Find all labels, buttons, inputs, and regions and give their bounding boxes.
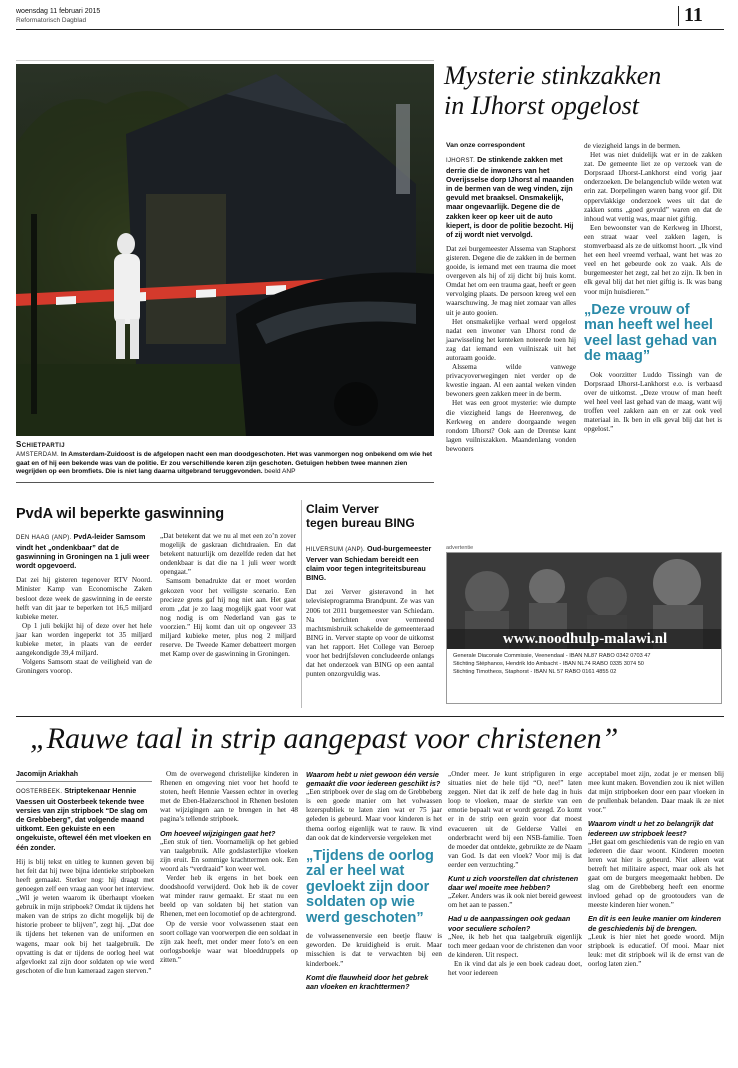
mystery-paragraph: Het was niet duidelijk wat er in de zakken zat. De gemeente liet ze op verzoek van de Dorpsraad IJhorst-Lankhorst eind vorig jaar onderzoeken. De belangenclub wilde weten wat erin zat. Dorpelingen waren bang voor gif. Dit oppervlakkige onderzoek wees uit dat de zakken soms „goed gevuld” waren en dat de inhoud wat vettig was, maar niet giftig. (584, 151, 722, 223)
masthead-rule-thin (16, 60, 434, 61)
mystery-column-2 (584, 142, 722, 434)
strip-question: Had u de aanpassingen ook gedaan voor seculiere scholen? (448, 914, 571, 933)
bing-paragraph: Dat zei Verver gisteravond in het televisieprogramma Brandpunt. Ze was van 2006 tot 2011 burgemeester van Schiedam. Na berichten over vermeend machtsmisbruik schakelde de gemeenteraad BING in. Verver stapte op voor de uitkomst van het rapport. Het College van Beroep voor het bedrijfsleven concludeerde onlangs dat het onderzoek van BING op een aantal punten onzorgvuldig was. (306, 588, 434, 679)
strip-question: Komt die flauwheid door het gebrek aan vloeken en krachttermen? (306, 972, 429, 991)
strip-paragraph: „Het gaat om geschiedenis van de regio en van iedereen die daar woont. Kinderen moeten leren wat hier is gebeurd. Niet alleen wat betreft het militaire aspect, maar ook als het gaat om de burgers meegemaakt hebben. De slag om de Grebbeberg heeft een enorme invloed gehad op de grootouders van de meeste kinderen hier wonen.” (588, 837, 724, 910)
strip-paragraph: de volwassenenversie een beetje flauw is geworden. De kruidigheid is eruit. Maar misschien is dat te verwachten bij een kinderboek.” (306, 932, 442, 968)
mystery-paragraph: de viezigheid langs in de bermen. (584, 142, 681, 150)
pvda-title: PvdA wil beperkte gaswinning (16, 506, 225, 522)
news-photo (16, 64, 434, 436)
mystery-paragraph: Het was een groot mysterie: wie dumpte die viezigheid langs de Heerenweg, de Kerkweg en andere doorgaande wegen rondom IJhorst? Ook aan de Drentse kant lagen vuilniszakken. Maandenlang vonden bewoners (446, 399, 576, 453)
masthead-paper: Reformatorisch Dagblad (16, 17, 87, 24)
pvda-column-2 (160, 532, 296, 659)
pvda-paragraph: Op 1 juli bekijkt hij of deze over het hele jaar kan worden ingeperkt tot 35 miljard kubieke meter, in plaats van de eerder aangekondigde 39,4 miljard. (16, 621, 152, 658)
pvda-paragraph: „Dat betekent dat we nu al met een zo’n zover mogelijk de gaskraan dichtdraaien. En dat betekent natuurlijk om dezelfde reden dat het ondenkbaar is dat die na 1 juli weer wordt opengaat.” (160, 532, 296, 577)
ad-line: Stichting Stéphanos, Hendrik Ido Ambacht - IBAN NL74 RABO 0335 3074 50 (453, 661, 644, 667)
strip-question: Waarom vindt u het zo belangrijk dat iedereen uw stripboek leest? (588, 819, 714, 838)
strip-paragraph: Verder heb ik ergens in het boek een doodshoofd verwijderd. Ook heb ik de cover wat minder rauw gemaakt. Er staat nu een beeld op van soldaten bij het station van Rhenen, met een locomotief op de achtergrond. (160, 874, 298, 919)
page-number-divider (678, 6, 679, 26)
strip-paragraph: „Onder meer. Je kunt stripfiguren in erge situaties niet de hele tijd “O, nee!” laten zeggen. Niet dat ik zelf de hele dag in huis loop te vloeken, maar de sterkte van een emotie bepaalt wat er wordt gezegd. Zo komt er in de strip een gezin voor dat moest evacueren uit de Gelderse Vallei en onderbracht werd bij een NSB-familie. Toen de moeder dat ontdekte, gebruikte ze de Naam van God. Is dat een vloek? Voor mij is dat eerder een verzuchting.” (448, 770, 582, 869)
pvda-lead: PvdA-leider Samsom vindt het „ondenkbaar” dat de gaswinning in Groningen na 1 juli weer wordt opgevoerd. (16, 532, 150, 571)
strip-paragraph: „Leuk is hier niet het goede woord. Mijn stripboek is educatief. Of mooi. Maar niet leuk: met dit stripboek wil ik de ernst van de oorlog laten zien.” (588, 932, 724, 968)
bing-title-line1: Claim Verver (306, 502, 379, 516)
bing-city: HILVERSUM (ANP). (306, 547, 366, 553)
column-divider (301, 500, 302, 708)
strip-column-3 (306, 770, 442, 991)
photo-credit: beeld ANP (264, 468, 296, 476)
byline-rule (16, 781, 152, 782)
ad-url[interactable]: www.noodhulp-malawi.nl (502, 631, 668, 647)
strip-column-2 (160, 770, 298, 965)
ad-line: Generale Diaconale Commissie, Veenendaal - IBAN NL87 RABO 0342 0703 47 (453, 653, 651, 659)
strip-question: Kunt u zich voorstellen dat christenen daar wel moeite mee hebben? (448, 874, 579, 893)
masthead-date: woensdag 11 februari 2015 (16, 8, 101, 15)
mystery-column-1 (446, 155, 576, 454)
strip-paragraph: Om de overwegend christelijke kinderen in Rhenen en omgeving niet voor het hoofd te stoten, heeft Hennie Vaessen echter in overleg met de Eben-Haëzerschool in Rhenen besloten wat wijzigingen aan te brengen in het 48 pagina’s tellende stripboek. (160, 770, 298, 824)
strip-column-4 (448, 770, 582, 978)
strip-column-1 (16, 786, 154, 976)
mystery-title-line1: Mysterie stinkzakken (444, 61, 662, 90)
strip-paragraph: „Een stripboek over de slag om de Grebbeberg is een goede manier om het volwassen lezerspubliek te laten zien wat er 75 jaar geleden is gebeurd. Maar voor kinderen is het thema oorlog eigenlijk wat te rauw. Ik vind dan ook dat de kinderversie vergeleken met (306, 788, 442, 842)
photo-caption-text: In Amsterdam-Zuidoost is de afgelopen nacht een man doodgeschoten. Het was vanmorgen nog onbekend om wie het gaat en of hij een bekende was van de politie. Er zou verschillende keren zijn geschoten. Getuigen hebben twee mannen zien wegrijden op een bromfiets. Die is niet lang daarna uitgebrand teruggevonden. (16, 451, 433, 476)
mystery-byline: Van onze correspondent (446, 142, 525, 149)
strip-paragraph: „Zeker. Anders was ik ook niet bereid geweest om het aan te passen.” (448, 892, 582, 910)
strip-paragraph: „Nee, ik heb het qua taalgebruik eigenlijk toch meer gedaan voor de christenen dan voor de kinderen. Uit respect. (448, 932, 582, 959)
mystery-paragraph: Dat zei burgemeester Alssema van Staphorst gisteren. Degene die de zakken in de bermen gooide, is iemand met een trauma die moet overgeven als hij of zij dicht bij huis komt. Omdat het om een trauma gaat, heeft er geen vervolging plaats. De persoon kreeg wel een waarschuwing. Je mag niet zomaar van alles uit je auto gooien. (446, 244, 576, 317)
mystery-lead: De stinkende zakken met derrie die de inwoners van het Overijsselse dorp IJhorst al maanden in de bermen van de weg vinden, zijn gevuld met braaksel. Onsmakelijk, maar ongevaarlijk. Degene die de zakken keer op keer uit de auto kiepert, is door de politie bezocht. Hij of zij wordt niet vervolgd. (446, 155, 574, 239)
strip-city: OOSTERBEEK. (16, 789, 63, 795)
strip-paragraph: acceptabel moet zijn, zodat je er mensen blij mee kunt maken. Bovendien zou ik niet willen dat mijn stripboeken door een paar vloeken in de prullenbak belanden. Daar maak ik ze niet voor.” (588, 770, 724, 815)
mystery-city: IJHORST. (446, 158, 476, 164)
mystery-paragraph: Een bewoonster van de Kerkweg in IJhorst, een straat waar veel zakken lagen, is stomverbaasd als ze de uitkomst hoort. „Ik vind het een heel vreemd verhaal, want het was zo veel en het gebeurde ook zo vaak. Als de burgemeester het zegt, zal het zo zijn. Ik ben in elk geval blij dat het niet giftig is. Ik was bang voor mijn huisdieren.” (584, 223, 722, 296)
caption-rule (16, 482, 434, 483)
strip-paragraph: „Een stuk of tien. Voornamelijk op het gebied van taalgebruik. Alle godslasterlijke vloeken zijn eruit. En sommige krachttermen ook. Een woord als “verdraaid” kon weer wel. (160, 837, 298, 873)
photo-caption (16, 451, 434, 477)
advertisement[interactable] (446, 552, 722, 704)
pvda-paragraph: Samsom benadrukte dat er moet worden gekozen voor het veiligste scenario. Een precieze grens gaf hij nog niet aan. Het gaat erom „dat je zo laag mogelijk gaat voor wat nog nodig is om Nederland van gas te voorzien.” Hij komt dan uit op ongeveer 33 miljard kubieke meter, plus nog 2 miljard reserve. De Tweede Kamer debatteert morgen met Kamp over de gaswinning in Groningen. (160, 577, 296, 659)
masthead-rule (16, 29, 724, 30)
mystery-paragraph: Alssema wilde vanwege privacyoverwegingen niet verder op de kwestie ingaan. Al een aantal weken vinden bewoners geen zakken meer in de berm. (446, 363, 576, 399)
mystery-title-line2: in IJhorst opgelost (444, 91, 639, 120)
strip-question: Waarom hebt u niet gewoon één versie gemaakt die voor iedereen geschikt is? (306, 770, 441, 789)
page-number: 11 (684, 4, 703, 26)
strip-paragraph: En ik vind dat als je een boek cadeau doet, het voor iedereen (448, 959, 582, 977)
mystery-paragraph: Ook voorzitter Luddo Tissingh van de Dorpsraad IJhorst-Lankhorst e.o. is verbaasd over de uitkomst. „Deze vrouw of man heeft wel heel veel last gehad van de maag, want wij troffen veel zakken aan en er zat ook veel materiaal in. Ik ben in elk geval blij dat het is opgelost.” (584, 370, 722, 434)
mystery-pull-quote: „Deze vrouw of man heeft wel heel veel last gehad van de maag” (584, 301, 717, 365)
strip-title: „Rauwe taal in strip aangepast voor christenen” (30, 722, 619, 755)
strip-lead: Striptekenaar Hennie Vaessen uit Oosterbeek tekende twee versies van zijn stripboek “De slag om de Grebbeberg”, dat volgende maand uitkomt. Een gekuiste en een ongekuiste, oftewel één met vloeken en één zonder. (16, 786, 152, 852)
strip-byline: Jacomijn Ariakhah (16, 771, 78, 778)
ad-label: advertentie (446, 545, 474, 551)
bing-lead: Oud-burgemeester Verver van Schiedam bereidt een claim voor tegen integriteitsbureau BING. (306, 544, 432, 583)
photo-caption-city: AMSTERDAM. (16, 452, 60, 458)
strip-question: Om hoeveel wijzigingen gaat het? (160, 828, 276, 838)
pvda-paragraph: Dat zei hij gisteren tegenover RTV Noord. Minister Kamp van Economische Zaken besloot deze week de gaswinning in de eerste helft van dit jaar te beperken tot 16,5 miljard kubieke meter. (16, 576, 152, 621)
pvda-column-1 (16, 532, 152, 676)
strip-paragraph: Op de versie voor volwassenen staat een soort collage van voorwerpen die een soldaat in zijn zak heeft, met onder meer foto’s en een oorlogsboekje waar wat bloeddruppels op zitten.” (160, 919, 298, 964)
strip-pull-quote: „Tijdens de oorlog zal er heel wat gevloekt zijn door soldaten op wie werd geschoten” (306, 847, 434, 926)
photo-scene (16, 64, 434, 436)
pvda-paragraph: Volgens Samsom staat de veiligheid van de Groningers voorop. (16, 658, 152, 676)
bing-column (306, 544, 434, 679)
ad-line: Stichting Timotheos, Staphorst - IBAN NL 57 RABO 0161 4855 02 (453, 669, 617, 675)
bing-title-line2: tegen bureau BING (306, 516, 415, 530)
photo-kicker: Schietpartij (16, 440, 66, 449)
section-rule (16, 716, 724, 717)
mystery-paragraph: Het onsmakelijke verhaal werd opgelost nadat een inwoner van IJhorst rond de jaarwisseling het kenteken noteerde toen hij zag dat iemand een vuilniszak uit het autoraam gooide. (446, 317, 576, 362)
strip-paragraph: Hij is blij tekst en uitleg te kunnen geven bij het feit dat hij twee bijna identieke stripboeken heeft gemaakt. Sterker nog: hij draagt met genoegen zelf een vraag aan voor het interview. „Wil je weten waarom ik überhaupt vloeken gebruik in mijn stripboek? Omdat ik tijdens het maken van de strips zo dicht mogelijk bij de historie probeer te blijven”, zegt hij. „Dat doe ik tijdens het tekenen van de uniformen en wagens, maar ook bij het taalgebruik. De opvatting is dat er tijdens de oorlog heel wat afgevloekt zal zijn door soldaten op wie werd geschoten of die hun kameraad zagen sterven.” (16, 857, 154, 975)
pvda-city: DEN HAAG (ANP). (16, 535, 72, 541)
strip-question: En dit is een leuke manier om kinderen de geschiedenis bij de brengen. (588, 914, 722, 933)
strip-column-5 (588, 770, 724, 969)
